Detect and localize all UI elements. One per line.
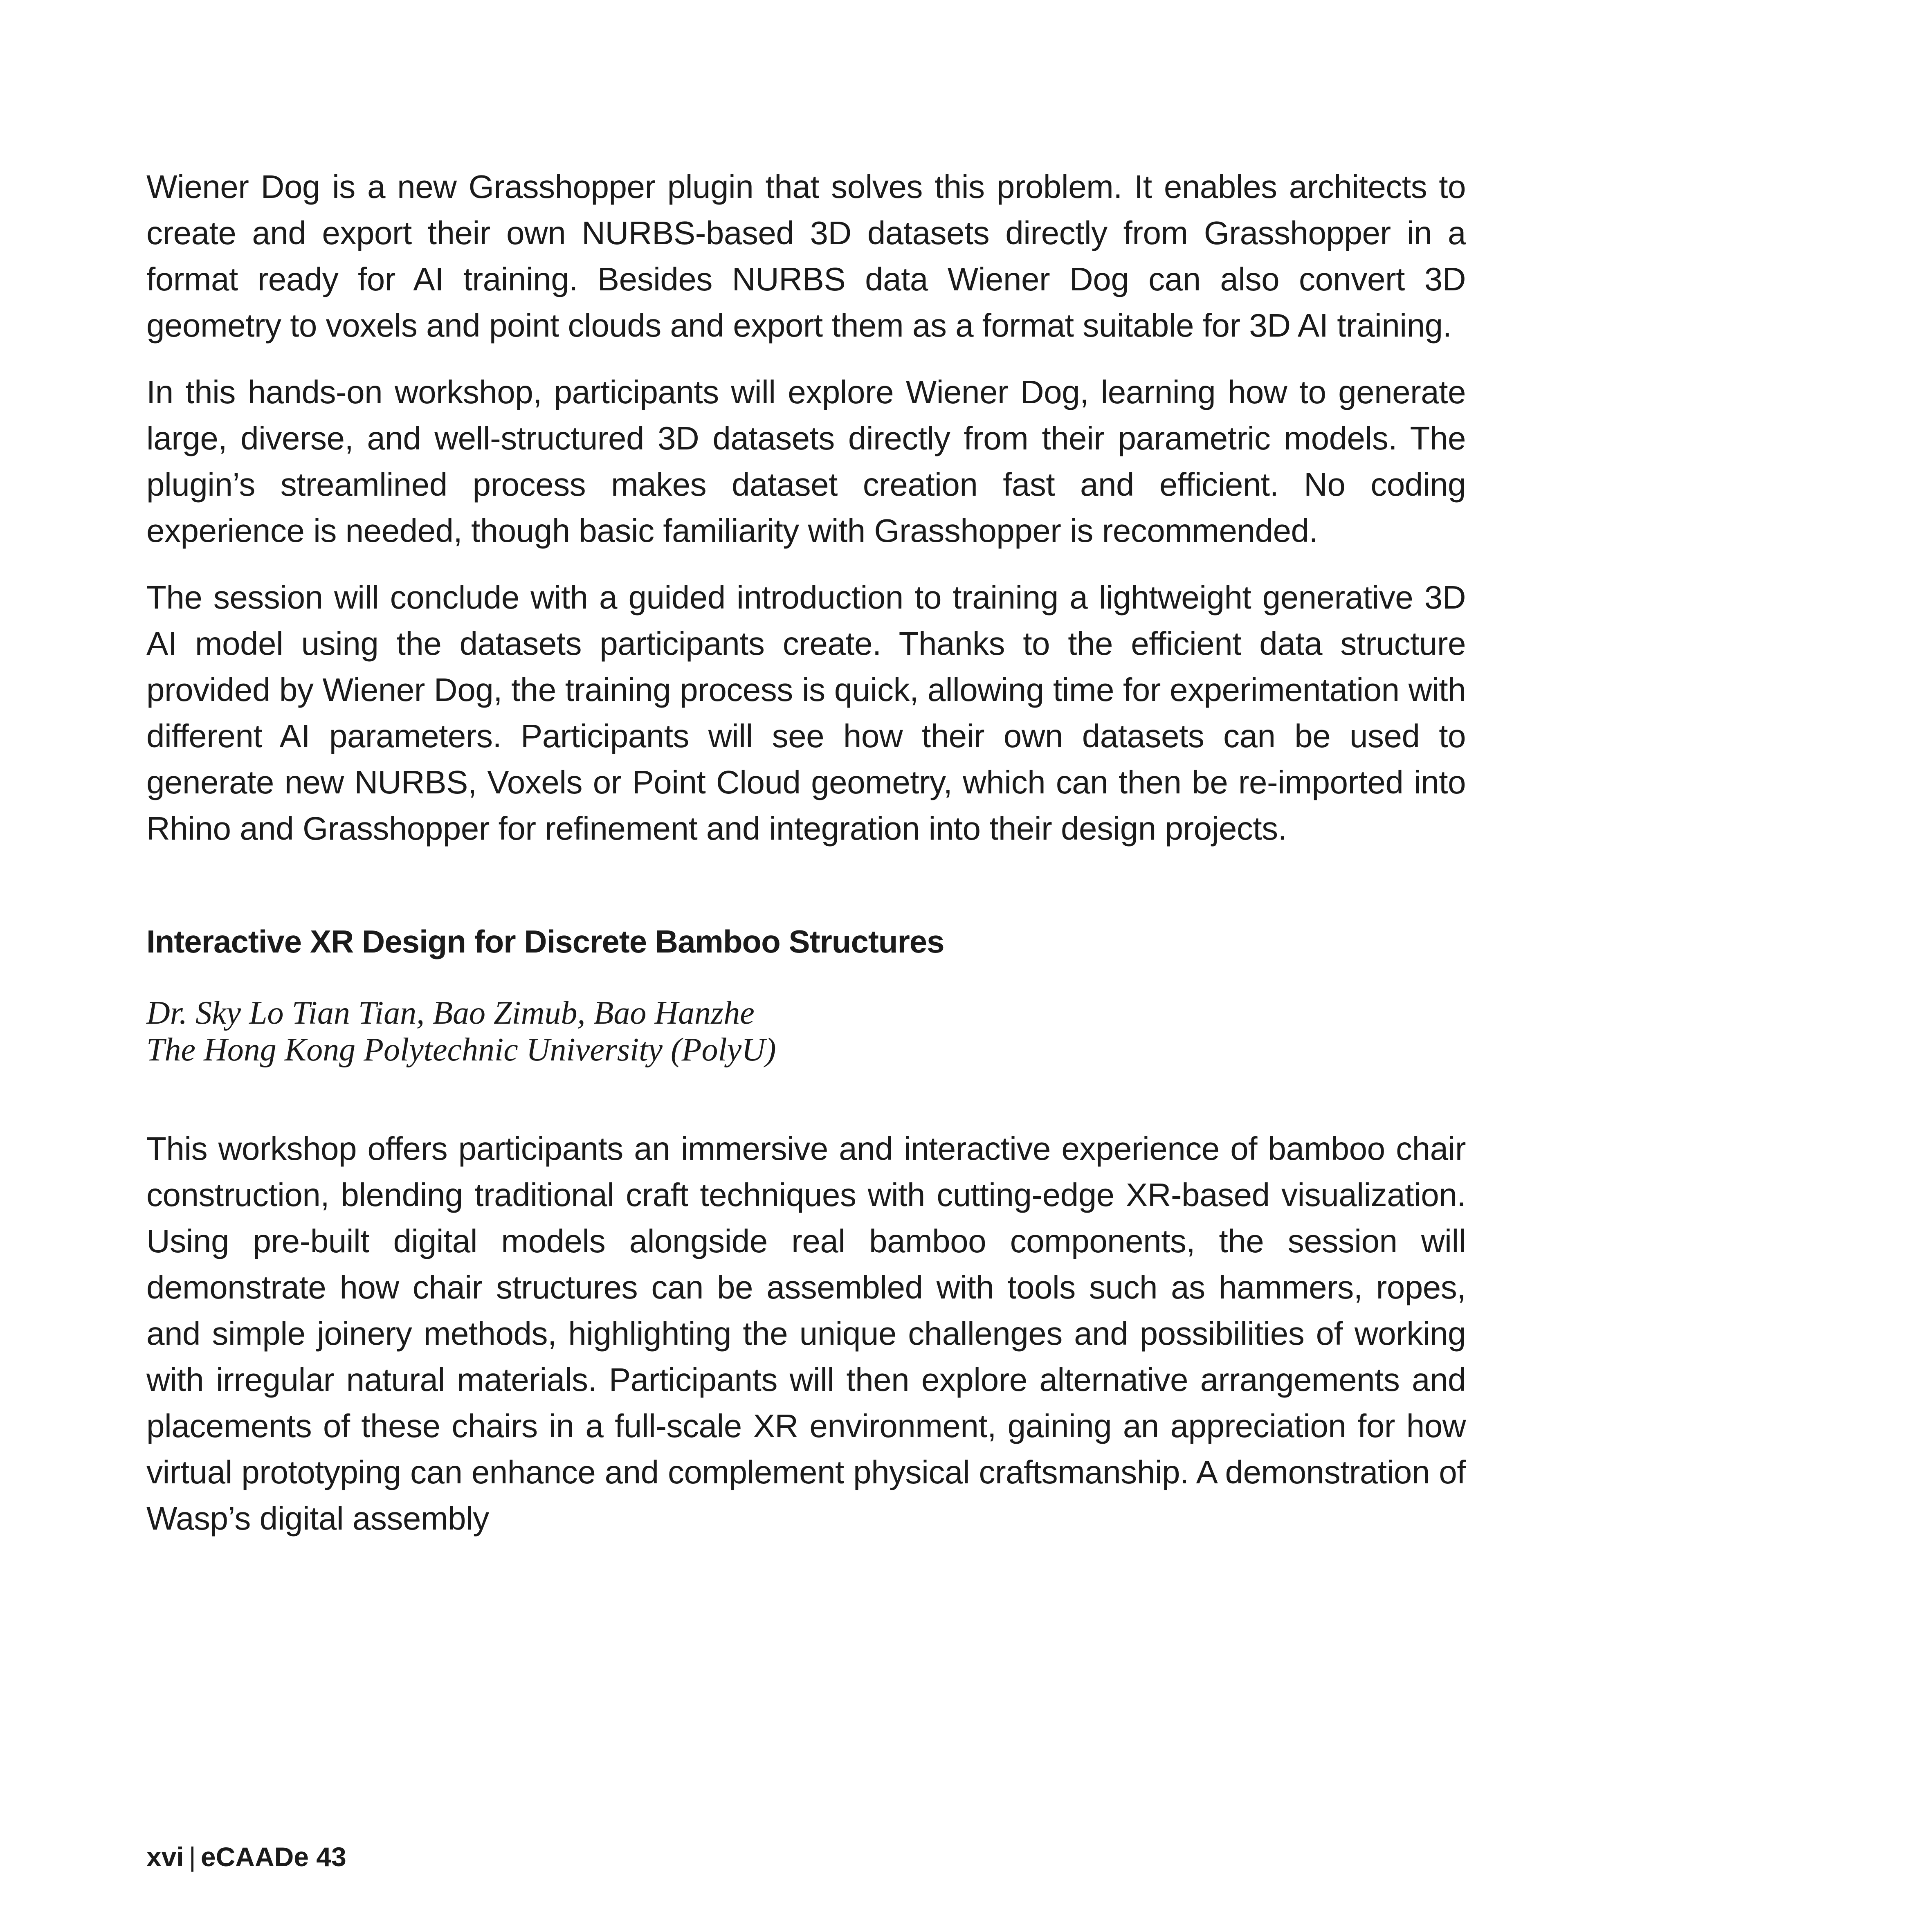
section-title: Interactive XR Design for Discrete Bamboo Structures xyxy=(146,923,944,959)
footer-separator: | xyxy=(189,1842,196,1872)
author-names: Dr. Sky Lo Tian Tian, Bao Zimub, Bao Hanzhe xyxy=(146,995,755,1031)
page-number: xvi xyxy=(146,1842,184,1872)
publication-name: eCAADe 43 xyxy=(200,1842,346,1872)
paragraph-session-conclusion: The session will conclude with a guided introduction to training a lightweight generative 3D AI model using the datasets participants create. Thanks to the efficient data structure provided by Wiener Dog, the training process is quick, allowing time for experimentation with different AI parameters. Participants will see how their own datasets can be used to generate new NURBS, Voxels or Point Cloud geometry, which can then be re-imported into Rhino and Grasshopper for refinement and integration into their design projects. xyxy=(146,579,1466,847)
paragraph-workshop-description: In this hands-on workshop, participants will explore Wiener Dog, learning how to generate large, diverse, and well-structured 3D datasets directly from their parametric models. The plugin’s streamlined process makes dataset creation fast and efficient. No coding experience is needed, though basic familiarity with Grasshopper is recommended. xyxy=(146,374,1466,549)
author-affiliation: The Hong Kong Polytechnic University (PolyU) xyxy=(146,1032,776,1068)
page-footer xyxy=(146,1840,346,1873)
paragraph-bamboo-workshop: This workshop offers participants an immersive and interactive experience of bamboo chair construction, blending traditional craft techniques with cutting-edge XR-based visualization. Using pre-built digital models alongside real bamboo components, the session will demonstrate how chair structures can be assembled with tools such as hammers, ropes, and simple joinery methods, highlighting the unique challenges and possibilities of working with irregular natural materials. Participants will then explore alternative arrangements and placements of these chairs in a full-scale XR environment, gaining an appreciation for how virtual prototyping can enhance and complement physical craftsmanship. A demonstration of Wasp’s digital assembly xyxy=(146,1130,1466,1537)
author-block xyxy=(146,995,1466,1068)
paragraph-wiener-dog-intro: Wiener Dog is a new Grasshopper plugin that solves this problem. It enables architects to create and export their own NURBS-based 3D datasets directly from Grasshopper in a format ready for AI training. Besides NURBS data Wiener Dog can also convert 3D geometry to voxels and point clouds and export them as a format suitable for 3D AI training. xyxy=(146,168,1466,344)
page-content xyxy=(146,164,1466,1562)
